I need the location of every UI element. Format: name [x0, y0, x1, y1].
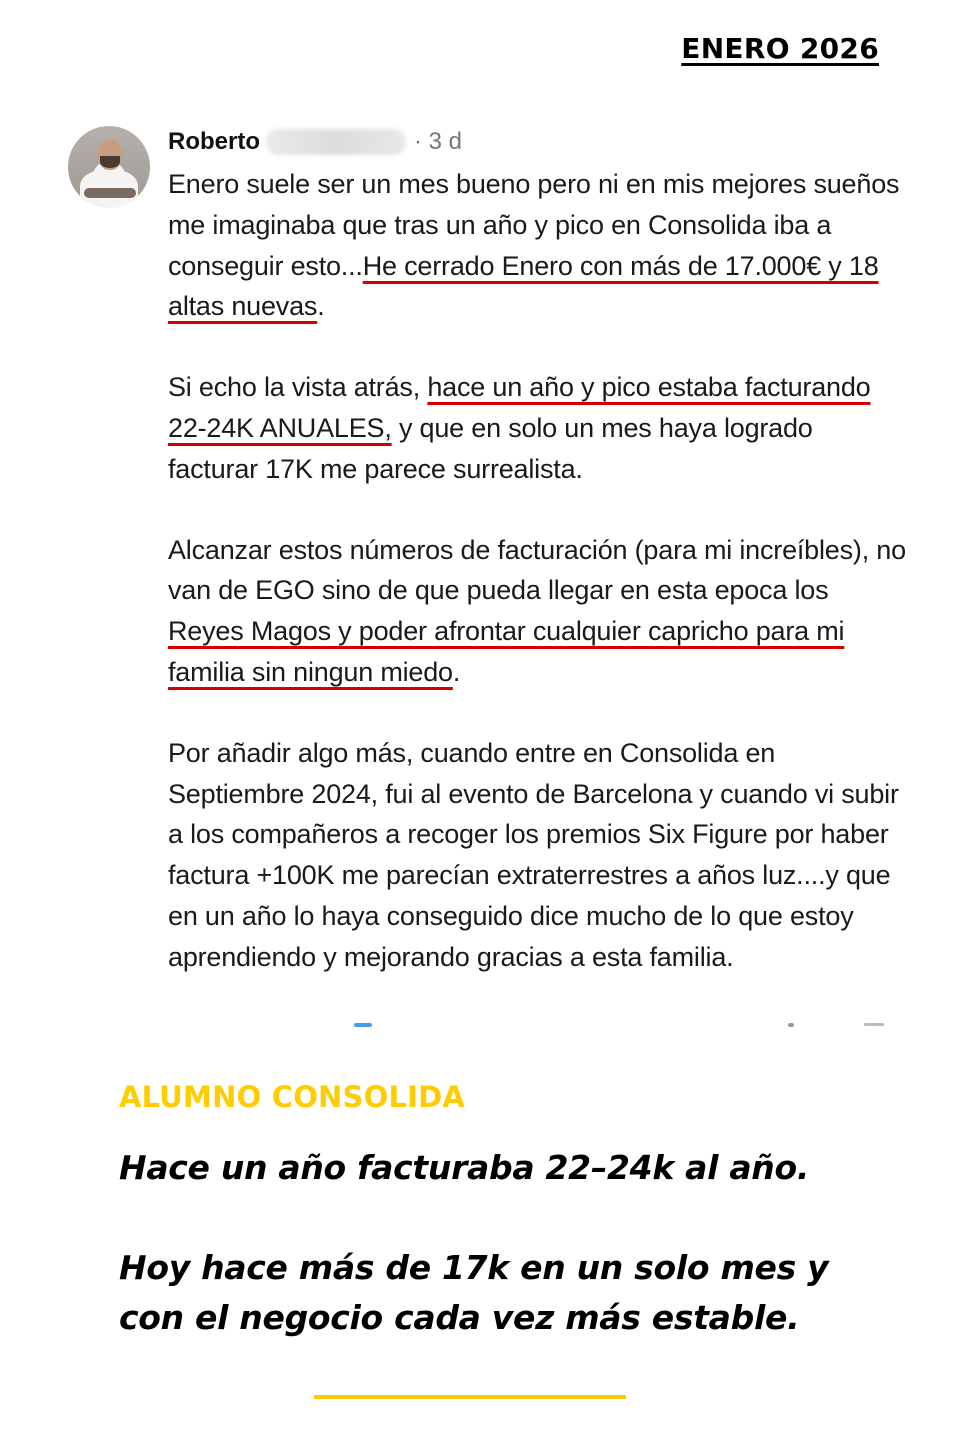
post-meta	[168, 120, 908, 164]
caption-kicker: ALUMNO CONSOLIDA	[119, 1080, 466, 1114]
post-paragraph-2	[168, 367, 908, 489]
highlighted-text: He cerrado Enero con más de 17.000€ y 18 altas nuevas	[168, 250, 879, 322]
post-body	[168, 120, 908, 1018]
highlighted-text: Reyes Magos y poder afrontar cualquier capricho para mi familia sin ningun miedo	[168, 616, 845, 687]
highlighted-text: hace un año y pico estaba facturando 22-24K ANUALES,	[168, 372, 871, 443]
post-paragraph-3	[168, 530, 908, 693]
text-segment: .	[317, 291, 325, 322]
post-time: · 3 d	[414, 128, 463, 155]
post-text	[168, 164, 908, 978]
text-segment: Enero suele ser un mes bueno pero ni en mis mejores sueños me imaginaba que tras un año y pico en Consolida iba a conseguir esto...	[168, 169, 900, 281]
month-label: ENERO 2026	[681, 32, 879, 65]
caption-line-2: Hoy hace más de 17k en un solo mes y con el negocio cada vez más estable.	[119, 1248, 829, 1337]
caption-line-1: Hace un año facturaba 22–24k al año.	[119, 1148, 810, 1187]
avatar[interactable]	[68, 126, 150, 208]
post-paragraph-1	[168, 164, 908, 327]
text-segment: Si echo la vista atrás,	[168, 372, 428, 403]
avatar-arms	[84, 188, 136, 198]
text-segment: Por añadir algo más, cuando entre en Consolida en Septiembre 2024, fui al evento de Barcelona y cuando vi subir a los compañeros a recoger los premios Six Figure por haber factura +100K me parecían extraterrestres a años luz....y que en un año lo haya conseguido dice mucho de lo que estoy aprendiendo y mejorando gracias a esta familia.	[168, 737, 899, 972]
blurred-surname	[266, 129, 406, 155]
text-segment: .	[452, 656, 461, 687]
text-segment: y que en solo un mes haya logrado facturar 17K me parece surrealista.	[168, 412, 813, 484]
reactions-row-cropped	[168, 1023, 908, 1033]
dot-icon	[788, 1023, 794, 1027]
like-icon	[354, 1023, 372, 1027]
avatar-beard	[100, 156, 120, 168]
menu-icon	[864, 1023, 884, 1026]
author-name[interactable]: Roberto	[168, 128, 260, 155]
yellow-divider	[314, 1395, 626, 1399]
text-segment: Alcanzar estos números de facturación (para mi increíbles), no van de EGO sino de que pueda llegar en esta epoca los	[168, 534, 906, 606]
post-paragraph-4	[168, 733, 908, 978]
